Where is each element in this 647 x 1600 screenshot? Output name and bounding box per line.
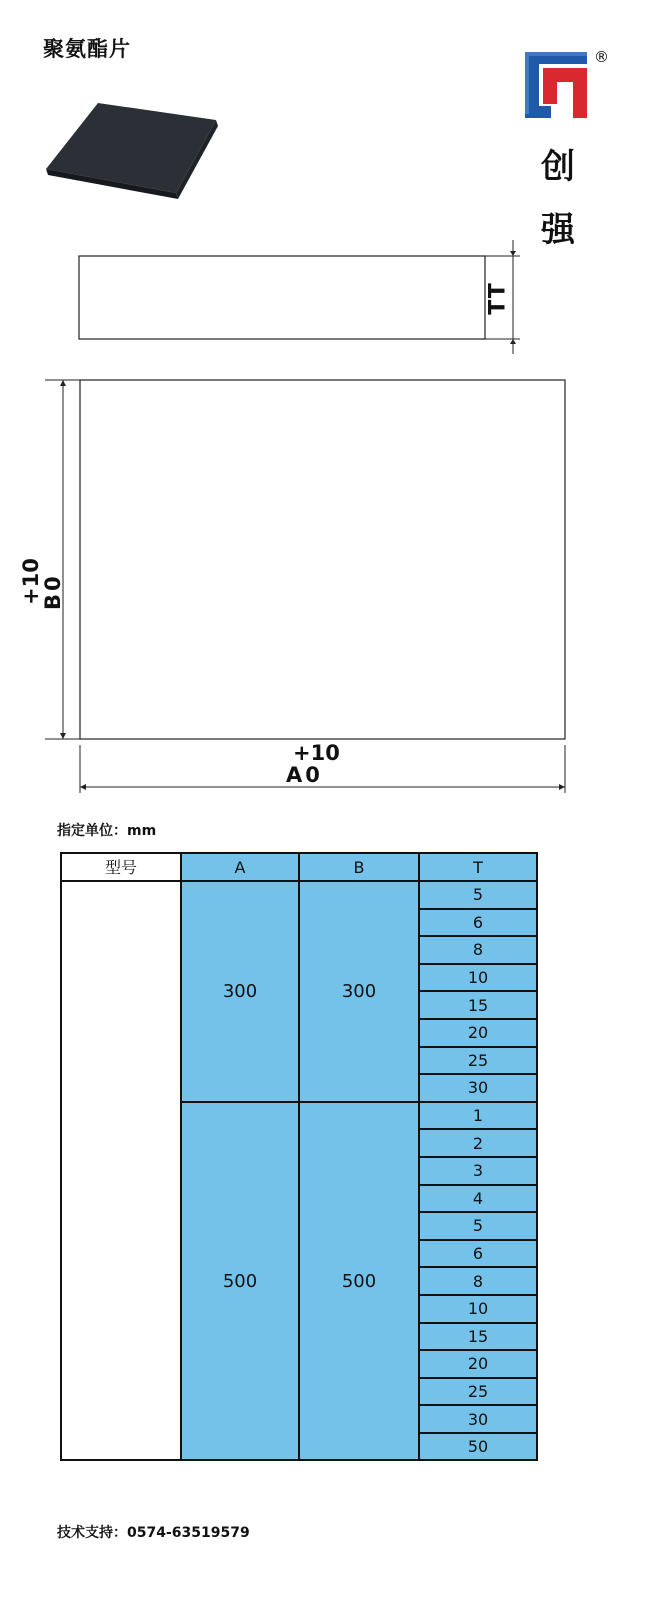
brand-char-1: 创 bbox=[541, 147, 575, 187]
top-view-rect bbox=[80, 380, 565, 739]
t-value: 20 bbox=[419, 1350, 537, 1378]
height-tolerance-upper: +10 bbox=[19, 558, 43, 605]
t-value: 25 bbox=[419, 1378, 537, 1406]
t-value: 8 bbox=[419, 936, 537, 964]
height-tolerance-lower: B0 bbox=[41, 573, 65, 610]
t-value: 1 bbox=[419, 1102, 537, 1130]
brand-char-2: 强 bbox=[541, 210, 575, 250]
registered-mark: ® bbox=[594, 48, 609, 66]
t-value: 50 bbox=[419, 1433, 537, 1461]
t-value: 5 bbox=[419, 881, 537, 909]
t-value: 8 bbox=[419, 1267, 537, 1295]
header-t: T bbox=[419, 853, 537, 881]
header-model: 型号 bbox=[61, 853, 181, 881]
group-1-a: 300 bbox=[181, 881, 299, 1102]
table-row bbox=[61, 881, 537, 909]
group-2-a: 500 bbox=[181, 1102, 299, 1461]
t-value: 6 bbox=[419, 909, 537, 937]
page-title: 聚氨酯片 bbox=[43, 37, 131, 61]
t-value: 30 bbox=[419, 1074, 537, 1102]
t-value: 5 bbox=[419, 1212, 537, 1240]
t-value: 10 bbox=[419, 1295, 537, 1323]
group-1-b: 300 bbox=[299, 881, 419, 1102]
unit-note: 指定单位：mm bbox=[57, 823, 157, 839]
width-tolerance-lower: A0 bbox=[286, 763, 323, 787]
group-2-b: 500 bbox=[299, 1102, 419, 1461]
t-value: 20 bbox=[419, 1019, 537, 1047]
width-tolerance-upper: +10 bbox=[293, 741, 340, 765]
t-value: 15 bbox=[419, 1323, 537, 1351]
side-view-rect bbox=[79, 256, 485, 339]
t-value: 6 bbox=[419, 1240, 537, 1268]
t-value: 15 bbox=[419, 991, 537, 1019]
t-value: 4 bbox=[419, 1185, 537, 1213]
header-b: B bbox=[299, 853, 419, 881]
model-cell bbox=[61, 881, 181, 1460]
spec-table bbox=[60, 852, 538, 1461]
tech-support-line: 技术支持：0574-63519579 bbox=[57, 1525, 250, 1541]
t-value: 10 bbox=[419, 964, 537, 992]
thickness-dimension-label: TT bbox=[485, 282, 511, 315]
height-dimension-label bbox=[15, 533, 75, 623]
t-value: 25 bbox=[419, 1047, 537, 1075]
t-value: 2 bbox=[419, 1129, 537, 1157]
header-a: A bbox=[181, 853, 299, 881]
t-value: 30 bbox=[419, 1405, 537, 1433]
t-value: 3 bbox=[419, 1157, 537, 1185]
table-header-row bbox=[61, 853, 537, 881]
